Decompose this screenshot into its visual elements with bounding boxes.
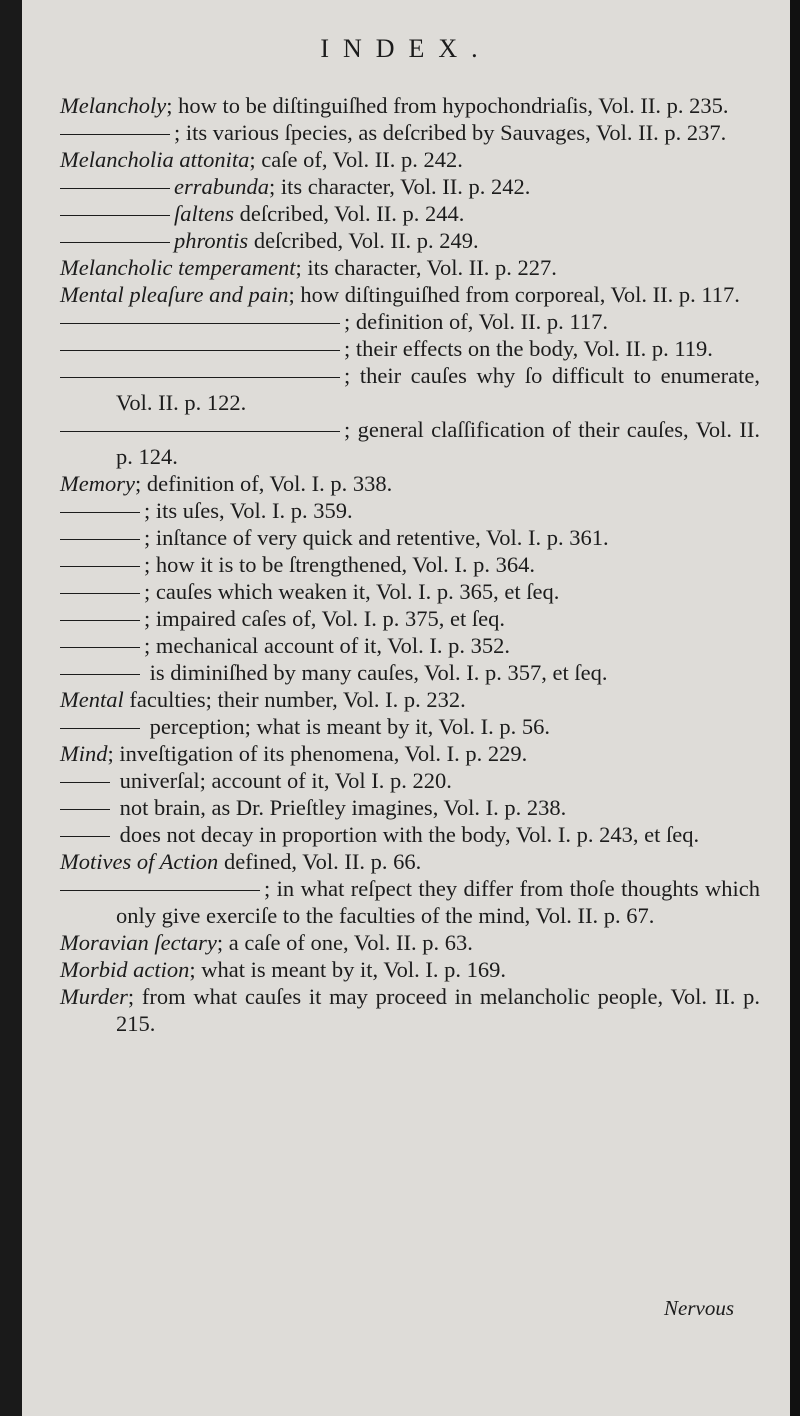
ditto-dash [60,674,140,675]
index-entry [60,929,760,956]
ditto-dash [60,431,340,432]
entry-text: ; how diſtinguiſhed from corporeal, Vol. II. p. 117. [288,282,740,307]
index-entry [60,308,760,335]
ditto-dash [60,134,170,135]
ditto-dash [60,188,170,189]
entry-heading: Mental [60,687,124,712]
ditto-dash [60,377,340,378]
entry-heading: Mind [60,741,108,766]
index-entry [60,740,760,767]
entry-heading: ſaltens [174,201,234,226]
index-entry [60,578,760,605]
ditto-dash [60,890,260,891]
entry-text: deſcribed, Vol. II. p. 249. [248,228,479,253]
index-entry [60,362,760,416]
index-entry [60,848,760,875]
entry-heading: Mental pleaſure and pain [60,282,289,307]
index-entry [60,956,760,983]
index-entry [60,146,760,173]
entry-text: ; its character, Vol. II. p. 227. [295,255,557,280]
entry-text: ; definition of, Vol. I. p. 338. [134,471,393,496]
entry-text: ; its uſes, Vol. I. p. 359. [144,498,353,523]
entry-heading: errabunda [174,174,269,199]
entry-text: perception; what is meant by it, Vol. I. p. 56. [144,714,550,739]
ditto-dash [60,323,340,324]
entry-text: ; mechanical account of it, Vol. I. p. 352. [144,633,510,658]
entry-heading: Moravian ſectary [60,930,217,955]
page-edge-shadow [790,0,800,1416]
ditto-dash [60,539,140,540]
entry-text: ; what is meant by it, Vol. I. p. 169. [189,957,507,982]
entry-text: ; its various ſpecies, as deſcribed by Sauvages, Vol. II. p. 237. [174,120,727,145]
index-entry [60,794,760,821]
ditto-dash [60,350,340,351]
page-title: INDEX. [320,34,492,63]
entry-text: ; inſtance of very quick and retentive, Vol. I. p. 361. [144,525,609,550]
entry-text: ; caſe of, Vol. II. p. 242. [249,147,463,172]
ditto-dash [60,512,140,513]
index-entry [60,659,760,686]
entry-heading: Melancholic temperament [60,255,296,280]
ditto-dash [60,242,170,243]
entry-text: ; definition of, Vol. II. p. 117. [344,309,608,334]
index-entry [60,335,760,362]
index-entry [60,524,760,551]
entry-text: ; their effects on the body, Vol. II. p. 119. [344,336,713,361]
catchword: Nervous [664,1296,734,1320]
ditto-dash [60,647,140,648]
entry-heading: Motives of Action [60,849,219,874]
index-entry [60,281,760,308]
entry-text: not brain, as Dr. Prieſtley imagines, Vol. I. p. 238. [114,795,567,820]
ditto-dash [60,809,110,810]
entry-heading: phrontis [174,228,249,253]
entry-text: ; how to be diſtinguiſhed from hypochondriaſis, Vol. II. p. 235. [166,93,729,118]
entry-text: ; a caſe of one, Vol. II. p. 63. [216,930,473,955]
index-entry [60,983,760,1037]
entry-text: ; cauſes which weaken it, Vol. I. p. 365, et ſeq. [144,579,560,604]
index-entry [60,200,760,227]
index-entries [60,92,760,1037]
entry-text: ; how it is to be ſtrengthened, Vol. I. p. 364. [144,552,536,577]
index-entry [60,254,760,281]
ditto-dash [60,620,140,621]
entry-text: faculties; their number, Vol. I. p. 232. [123,687,466,712]
index-entry [60,551,760,578]
entry-text: deſcribed, Vol. II. p. 244. [234,201,465,226]
entry-heading: Melancholia attonita [60,147,250,172]
index-entry [60,119,760,146]
entry-text: ; their cauſes why ſo difficult to enumerate, Vol. II. p. 122. [116,363,760,415]
entry-text: does not decay in proportion with the body, Vol. I. p. 243, et ſeq. [114,822,700,847]
entry-text: ; its character, Vol. II. p. 242. [269,174,531,199]
entry-text: ; general claſſification of their cauſes, Vol. II. p. 124. [116,417,760,469]
ditto-dash [60,215,170,216]
index-entry [60,632,760,659]
entry-heading: Morbid action [60,957,190,982]
index-entry [60,821,760,848]
book-page [22,0,790,1416]
index-entry [60,227,760,254]
index-entry [60,686,760,713]
entry-heading: Memory [60,471,135,496]
ditto-dash [60,728,140,729]
ditto-dash [60,566,140,567]
ditto-dash [60,836,110,837]
index-entry [60,875,760,929]
entry-text: ; from what cauſes it may proceed in melancholic people, Vol. II. p. 215. [116,984,760,1036]
index-entry [60,92,760,119]
index-entry [60,470,760,497]
ditto-dash [60,782,110,783]
entry-text: is diminiſhed by many cauſes, Vol. I. p. 357, et ſeq. [144,660,608,685]
index-entry [60,767,760,794]
index-entry [60,605,760,632]
index-entry [60,416,760,470]
entry-text: ; inveſtigation of its phenomena, Vol. I. p. 229. [107,741,528,766]
ditto-dash [60,593,140,594]
entry-text: ; in what reſpect they differ from thoſe thoughts which only give exerciſe to the faculties of the mind, Vol. II. p. 67. [116,876,760,928]
index-entry [60,173,760,200]
entry-text: univerſal; account of it, Vol I. p. 220. [114,768,452,793]
entry-heading: Melancholy [60,93,167,118]
entry-text: ; impaired caſes of, Vol. I. p. 375, et ſeq. [144,606,505,631]
entry-text: defined, Vol. II. p. 66. [218,849,422,874]
index-entry [60,497,760,524]
index-entry [60,713,760,740]
entry-heading: Murder [60,984,128,1009]
